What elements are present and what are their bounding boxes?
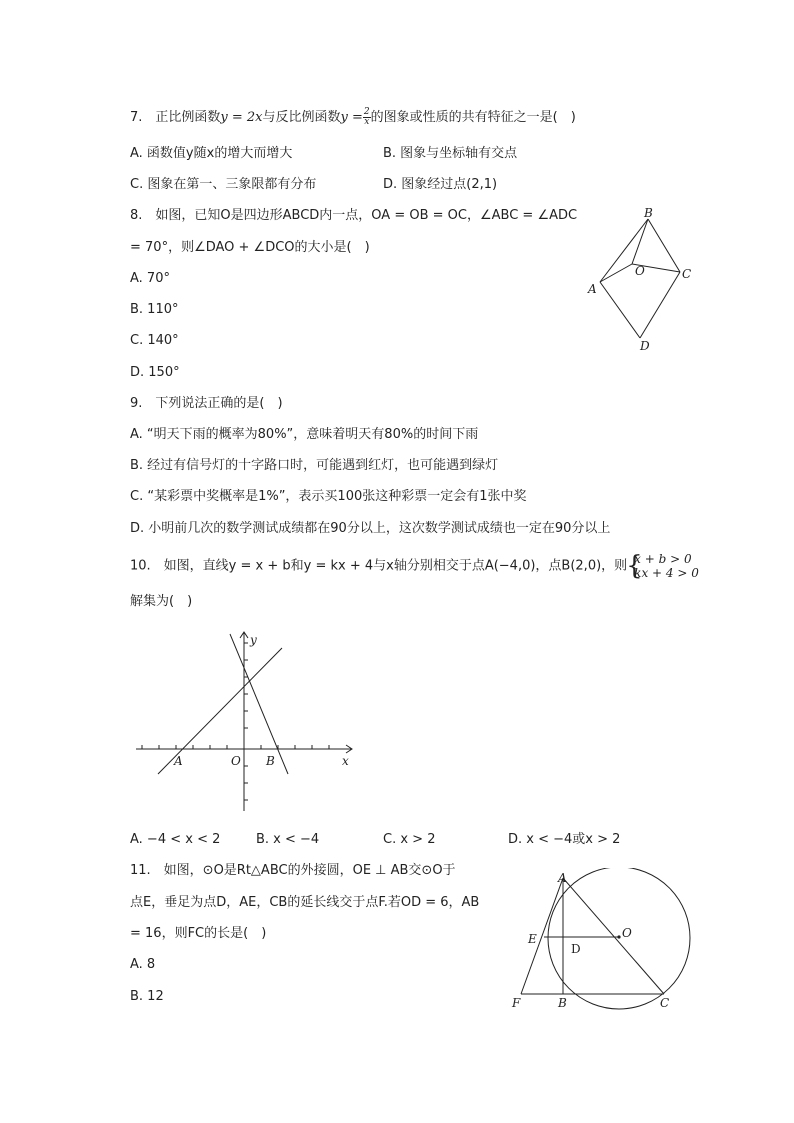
q8-option-b: B. 110° [130, 302, 179, 317]
q9-stem: 9. 下列说法正确的是( ) [130, 396, 283, 411]
q8-option-d: D. 150° [130, 365, 180, 380]
q11-stem-line1: 11. 如图，⊙O是Rt△ABC的外接圆，OE ⊥ AB交⊙O于 [130, 863, 456, 878]
q11-center-point [617, 935, 620, 938]
q11-label-e: E [528, 932, 537, 946]
q7-option-d: D. 图象经过点(2,1) [383, 177, 498, 192]
q10-label-x: x [342, 754, 349, 768]
q11-label-b: B [558, 996, 567, 1010]
q8-option-a: A. 70° [130, 271, 170, 286]
q10-option-b: B. x < −4 [256, 832, 320, 847]
q7-stem [130, 108, 576, 127]
q10-label-o: O [231, 754, 241, 768]
q11-circle-figure [505, 868, 695, 1013]
q8-stem-line1: 8. 如图，已知O是四边形ABCD内一点，OA = OB = OC，∠ABC = ∠ADC [130, 208, 578, 223]
q11-stem-line3: = 16，则FC的长是( ) [130, 926, 267, 941]
q11-label-c: C [660, 996, 670, 1010]
q10-stem-line2: 解集为( ) [130, 594, 193, 609]
q8-label-d: D [640, 339, 650, 353]
q9-option-d: D. 小明前几次的数学测试成绩都在90分以上，这次数学测试成绩也一定在90分以上 [130, 521, 611, 536]
q7-fraction: $\frac{2}{x}$ [363, 107, 370, 127]
q11-label-o: O [622, 926, 632, 940]
q10-option-a: A. −4 < x < 2 [130, 832, 221, 847]
q11-label-d: D [571, 942, 581, 956]
q7-eq2: y = [340, 110, 363, 125]
q7-stem-part3: 的图象或性质的共有特征之一是( ) [370, 110, 576, 125]
q10-inequality-system: { x + b > 0 kx + 4 > 0 [627, 552, 699, 580]
q10-label-b: B [266, 754, 275, 768]
q11-stem-line2: 点E，垂足为点D，AE，CB的延长线交于点F.若OD = 6，AB [130, 895, 480, 910]
q10-stem-part1: 10. 如图，直线y = x + b和y = kx + 4与x轴分别相交于点A(−4,0)，点B(2,0)，则 [130, 558, 628, 574]
q9-option-c: C. “某彩票中奖概率是1%”，表示买100张这种彩票一定会有1张中奖 [130, 489, 527, 504]
q7-stem-part2: 与反比例函数 [262, 110, 341, 125]
q7-eq1: y = 2x [220, 110, 263, 125]
q8-label-c: C [682, 267, 692, 281]
q11-option-b: B. 12 [130, 989, 164, 1004]
q8-stem-line2: = 70°，则∠DAO + ∠DCO的大小是( ) [130, 240, 370, 255]
q8-label-o: O [635, 264, 645, 278]
q10-label-a: A [174, 754, 183, 768]
q8-label-a: A [588, 282, 597, 296]
q7-option-a: A. 函数值y随x的增大而增大 [130, 146, 293, 161]
q8-quadrilateral-figure [580, 200, 700, 360]
q10-option-d: D. x < −4或x > 2 [508, 832, 621, 847]
q7-stem-part1: 7. 正比例函数 [130, 110, 221, 125]
q11-label-a: A [558, 871, 567, 885]
q10-line-graph [130, 628, 360, 813]
q7-option-c: C. 图象在第一、三象限都有分布 [130, 177, 317, 192]
q8-label-b: B [644, 206, 653, 220]
q11-label-f: F [512, 996, 521, 1010]
q10-stem-line1 [130, 552, 699, 580]
q7-option-b: B. 图象与坐标轴有交点 [383, 146, 518, 161]
q10-label-y: y [250, 633, 257, 647]
q8-option-c: C. 140° [130, 333, 179, 348]
q9-option-a: A. “明天下雨的概率为80%”，意味着明天有80%的时间下雨 [130, 427, 479, 442]
q9-option-b: B. 经过有信号灯的十字路口时，可能遇到红灯，也可能遇到绿灯 [130, 458, 499, 473]
q10-option-c: C. x > 2 [383, 832, 436, 847]
q11-option-a: A. 8 [130, 957, 156, 972]
